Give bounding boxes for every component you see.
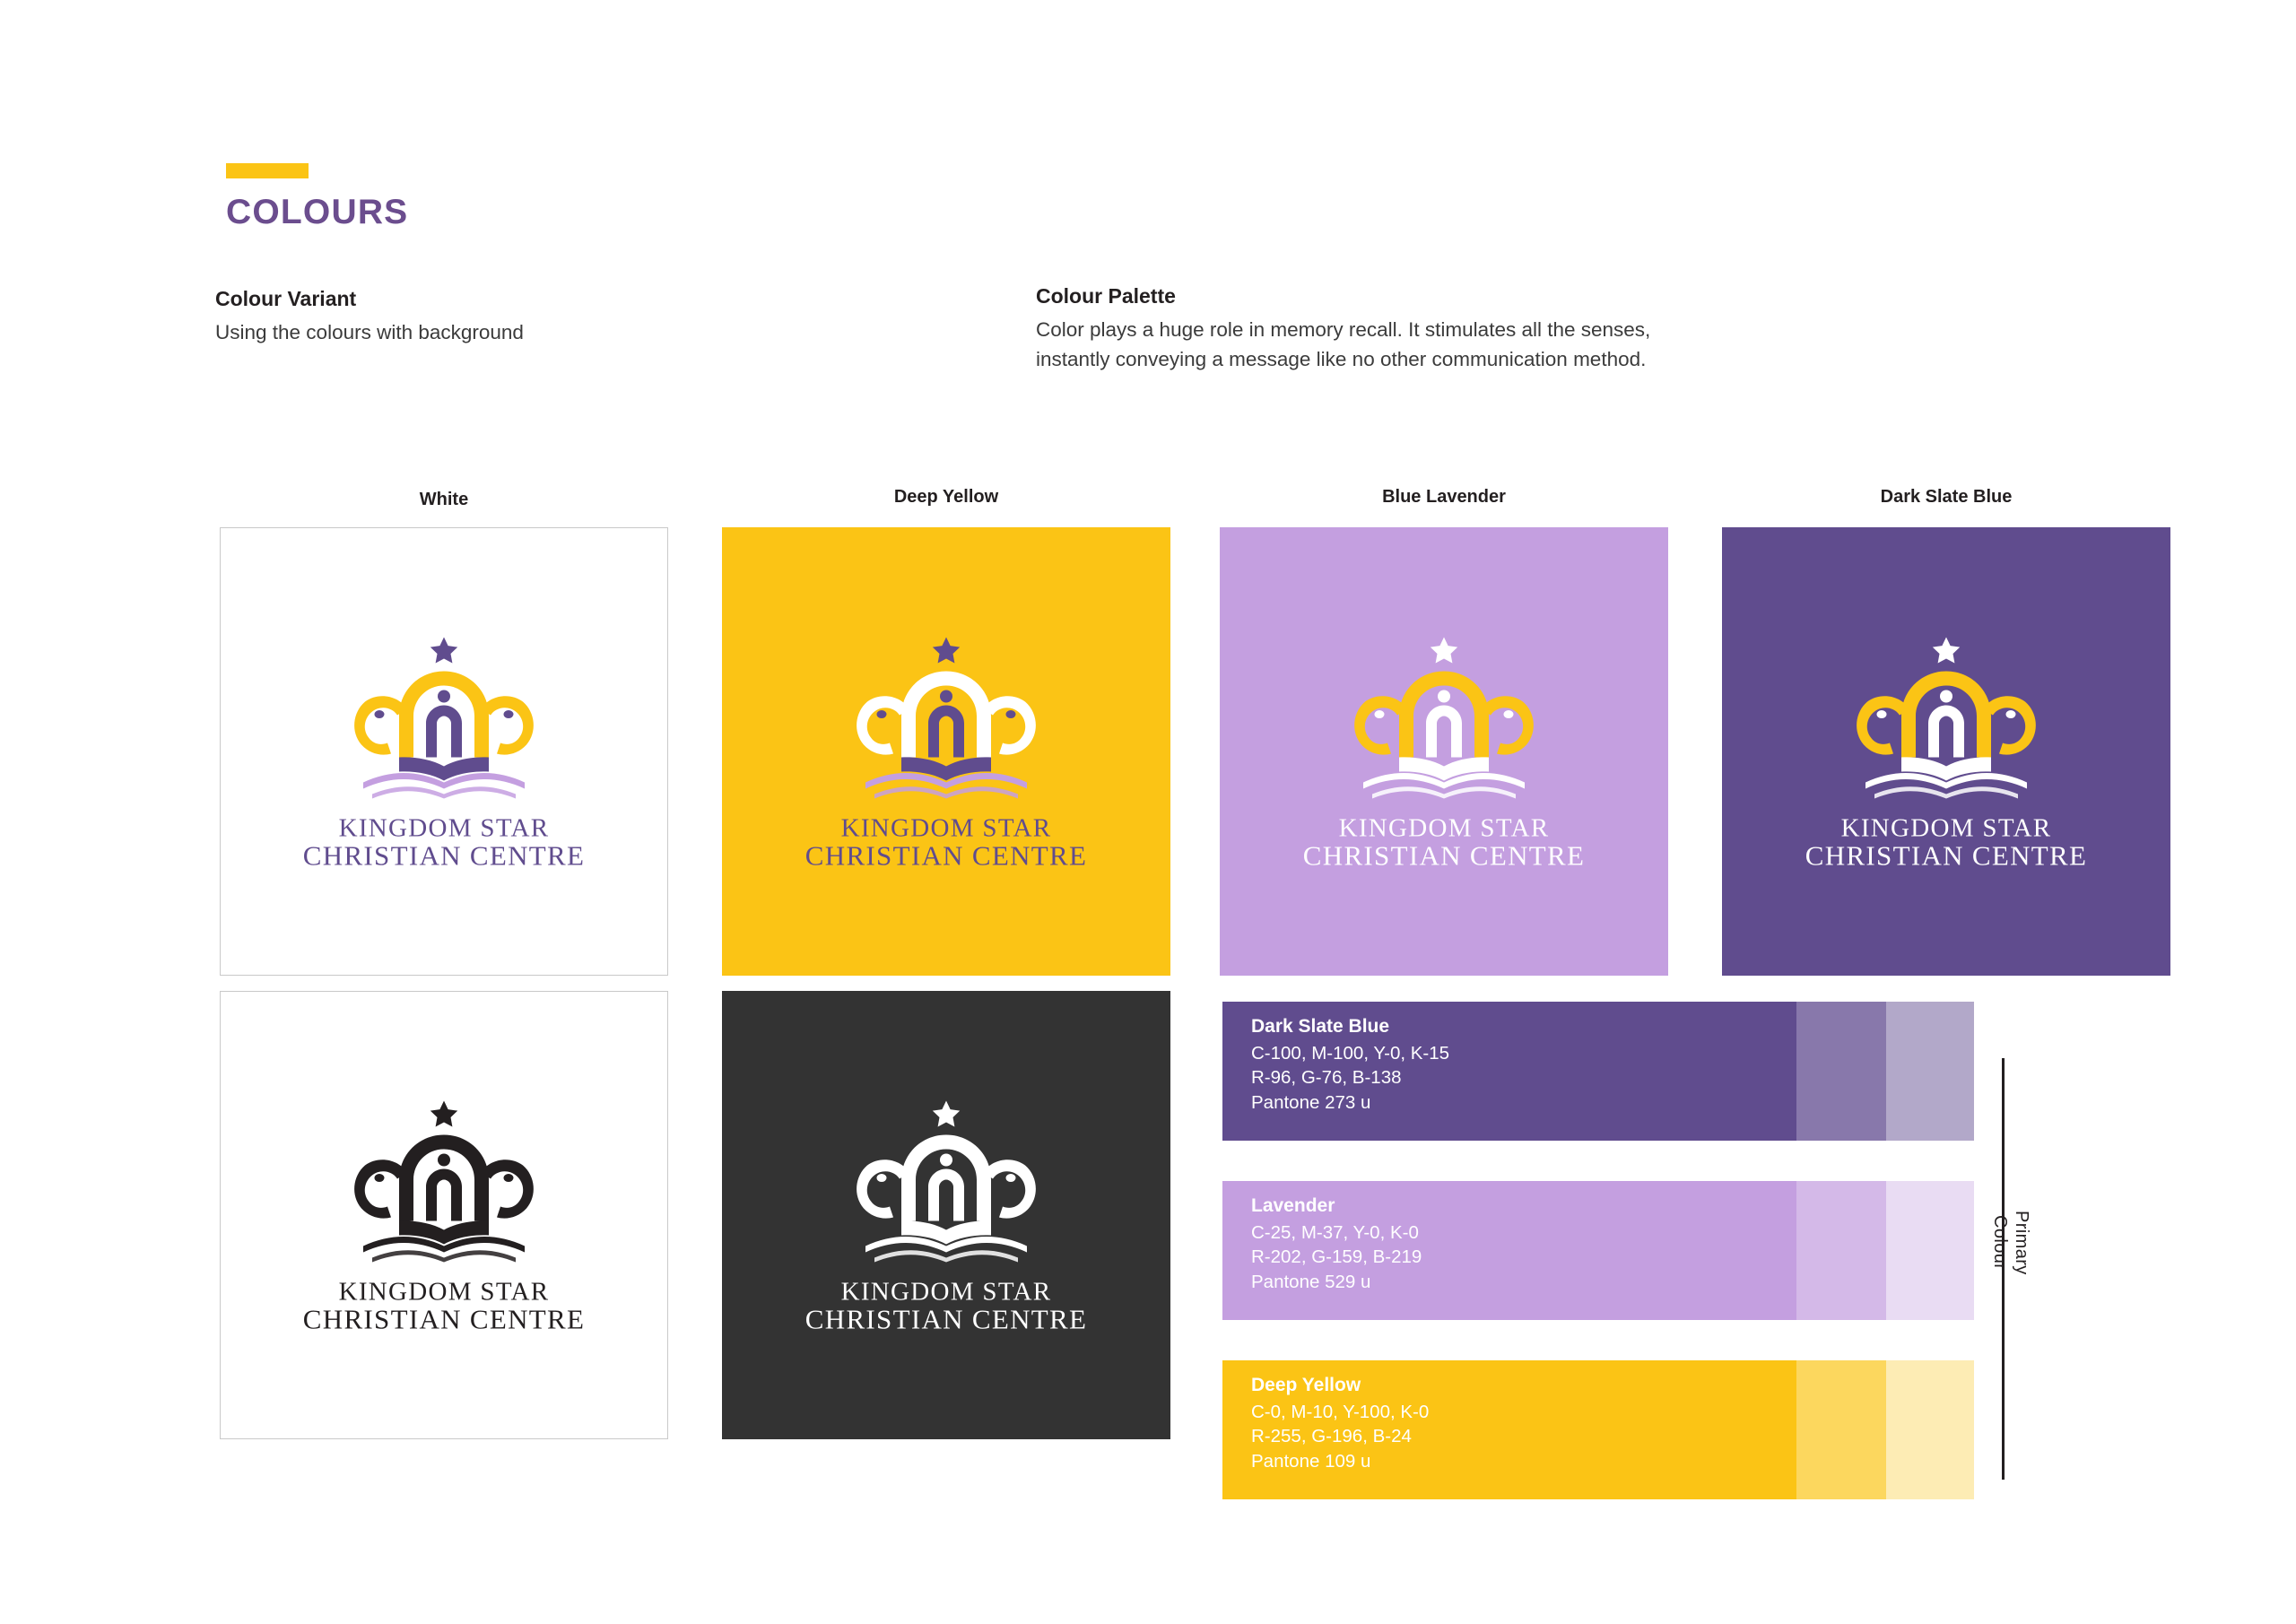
- crown-icon: [1309, 632, 1578, 812]
- colour-variant-body: Using the colours with background: [215, 321, 524, 344]
- kingdom-star-logo: [722, 632, 1170, 872]
- palette-pantone: Pantone 529 u: [1251, 1271, 1371, 1292]
- swatch-caption-deep-yellow: Deep Yellow: [893, 487, 999, 507]
- palette-name: Deep Yellow: [1251, 1375, 1361, 1395]
- palette-row-lavender: [1222, 1181, 1974, 1320]
- palette-pantone: Pantone 273 u: [1251, 1091, 1371, 1113]
- kingdom-star-logo: [221, 632, 667, 872]
- colour-variant-heading: Colour Variant: [215, 287, 357, 310]
- palette-cmyk: C-0, M-10, Y-100, K-0: [1251, 1402, 1430, 1422]
- palette-pantone: Pantone 109 u: [1251, 1450, 1371, 1472]
- logo-tile-deep-yellow: [722, 527, 1170, 976]
- page-title: COLOURS: [226, 193, 409, 231]
- logo-wordmark: [805, 815, 1087, 872]
- palette-main-swatch: [1222, 1002, 1796, 1141]
- kingdom-star-logo: [1722, 632, 2170, 872]
- colour-variant-block: [215, 285, 601, 348]
- palette-tint-1: [1796, 1002, 1886, 1141]
- logo-wordmark-line1: KINGDOM STAR: [840, 813, 1052, 843]
- crown-icon: [1812, 632, 2081, 812]
- palette-name: Lavender: [1251, 1195, 1335, 1216]
- logo-wordmark-line1: KINGDOM STAR: [1338, 813, 1550, 843]
- logo-wordmark-line2: CHRISTIAN CENTRE: [1302, 839, 1586, 872]
- palette-main-swatch: [1222, 1360, 1796, 1499]
- palette-tint-1: [1796, 1360, 1886, 1499]
- palette-cmyk: C-25, M-37, Y-0, K-0: [1251, 1222, 1419, 1243]
- primary-colour-label-line1: Primary: [2012, 1211, 2031, 1275]
- palette-tint-2: [1886, 1181, 1974, 1320]
- swatch-caption-white: White: [419, 490, 469, 509]
- logo-wordmark-line1: KINGDOM STAR: [338, 813, 550, 843]
- swatch-caption-blue-lavender: Blue Lavender: [1382, 487, 1506, 507]
- palette-cmyk: C-100, M-100, Y-0, K-15: [1251, 1043, 1450, 1064]
- logo-wordmark: [303, 815, 585, 872]
- kingdom-star-logo: [722, 1096, 1170, 1335]
- logo-tile-blue-lavender: [1220, 527, 1668, 976]
- kingdom-star-logo: [221, 1096, 667, 1335]
- logo-tile-white: [220, 527, 668, 976]
- logo-wordmark-line1: KINGDOM STAR: [1840, 813, 2052, 843]
- palette-tint-2: [1886, 1360, 1974, 1499]
- palette-tint-1: [1796, 1181, 1886, 1320]
- palette-rgb: R-96, G-76, B-138: [1251, 1067, 1402, 1089]
- logo-tile-white-on-dark: [722, 991, 1170, 1439]
- crown-icon: [309, 1096, 578, 1275]
- logo-tile-dark-slate-blue: [1722, 527, 2170, 976]
- kingdom-star-logo: [1220, 632, 1668, 872]
- primary-colour-label: [1989, 1211, 2032, 1275]
- colour-palette-block: [1036, 282, 1718, 374]
- palette-rgb: R-255, G-196, B-24: [1251, 1426, 1412, 1447]
- logo-wordmark: [805, 1279, 1087, 1335]
- logo-wordmark: [303, 1279, 585, 1335]
- palette-tint-2: [1886, 1002, 1974, 1141]
- palette-row-deep-yellow: [1222, 1360, 1974, 1499]
- palette-row-dark-slate-blue: [1222, 1002, 1974, 1141]
- accent-bar: [226, 163, 309, 178]
- crown-icon: [812, 632, 1081, 812]
- palette-rgb: R-202, G-159, B-219: [1251, 1246, 1422, 1268]
- logo-wordmark-line1: KINGDOM STAR: [840, 1277, 1052, 1307]
- logo-wordmark-line2: CHRISTIAN CENTRE: [804, 839, 1088, 872]
- logo-wordmark-line2: CHRISTIAN CENTRE: [1805, 839, 2088, 872]
- logo-wordmark-line2: CHRISTIAN CENTRE: [804, 1303, 1088, 1335]
- logo-wordmark-line2: CHRISTIAN CENTRE: [302, 1303, 586, 1335]
- colour-palette-heading: Colour Palette: [1036, 284, 1176, 308]
- logo-wordmark-line1: KINGDOM STAR: [338, 1277, 550, 1307]
- palette-main-swatch: [1222, 1181, 1796, 1320]
- crown-icon: [309, 632, 578, 812]
- logo-wordmark-line2: CHRISTIAN CENTRE: [302, 839, 586, 872]
- logo-wordmark: [1805, 815, 2087, 872]
- swatch-caption-dark-slate-blue: Dark Slate Blue: [1880, 487, 2013, 507]
- primary-colour-label-line2: Colour: [1990, 1215, 2010, 1271]
- logo-tile-black-on-white: [220, 991, 668, 1439]
- colour-palette-body: Color plays a huge role in memory recall. It stimulates all the senses, instantly conveying a message like no other communication method.: [1036, 318, 1651, 370]
- crown-icon: [812, 1096, 1081, 1275]
- palette-name: Dark Slate Blue: [1251, 1016, 1390, 1037]
- logo-wordmark: [1303, 815, 1585, 872]
